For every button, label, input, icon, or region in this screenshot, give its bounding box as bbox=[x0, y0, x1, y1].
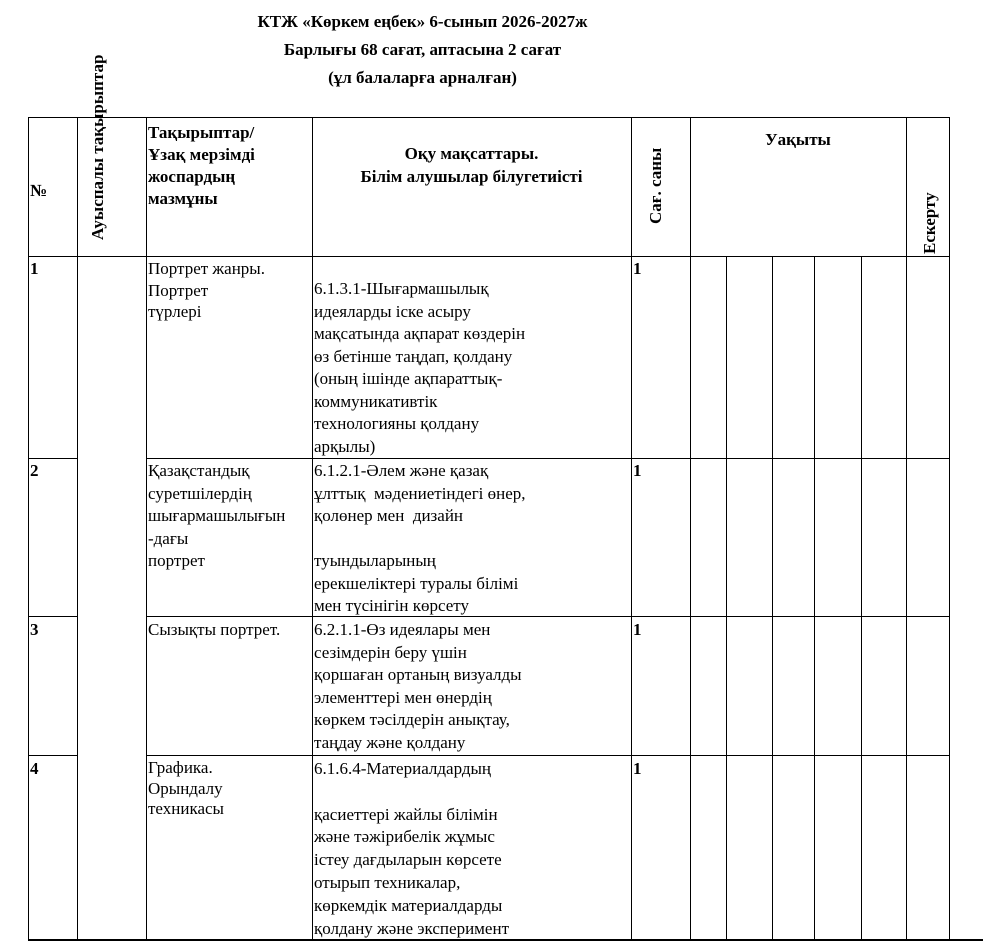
col-border bbox=[312, 117, 313, 940]
col-border bbox=[690, 117, 691, 940]
table-top-border bbox=[28, 117, 950, 118]
col-border bbox=[28, 117, 29, 940]
row-separator bbox=[146, 755, 950, 756]
row-topic: Портрет жанры. Портрет түрлері bbox=[148, 259, 265, 321]
document-subtitle-hours: Барлығы 68 сағат, аптасына 2 сағат bbox=[283, 40, 562, 59]
row-topic: Қазақстандық суретшілердің шығармашылығын -дағы портрет bbox=[148, 461, 286, 571]
column-header-objectives: Оқу мақсаттары. Білім алушылар білугетиісті bbox=[360, 144, 583, 186]
column-header-hours: Сағ. саны bbox=[646, 147, 665, 224]
time-subcol-border bbox=[814, 256, 815, 940]
column-header-section: Ауыспалы тақырыптар bbox=[88, 54, 107, 240]
row-separator bbox=[28, 755, 77, 756]
document-subtitle-audience: (ұл балаларға арналған) bbox=[328, 68, 517, 87]
col-border bbox=[631, 117, 632, 940]
row-hours: 1 bbox=[633, 759, 642, 778]
time-subcol-border bbox=[772, 256, 773, 940]
row-number: 1 bbox=[30, 259, 39, 278]
row-objective: 6.1.6.4-Материалдардың қасиеттері жайлы білімін және тәжірибелік жұмыс істеу дағдыларын көрсете отырып техникалар, көркемдік материалдарды қолдану және эксперимент bbox=[314, 759, 509, 938]
row-number: 3 bbox=[30, 620, 39, 639]
row-number: 2 bbox=[30, 461, 39, 480]
row-objective: 6.1.2.1-Әлем және қазақ ұлттық мәдениетіндегі өнер, қолөнер мен дизайн туындыларының ерекшеліктері туралы білімі мен түсінігін көрсету bbox=[314, 461, 526, 615]
col-border bbox=[906, 117, 907, 940]
document-title: КТЖ «Көркем еңбек» 6-сынып 2026-2027ж bbox=[257, 12, 588, 31]
column-header-topic: Тақырыптар/ Ұзақ мерзімді жоспардың мазмұны bbox=[148, 123, 255, 208]
row-hours: 1 bbox=[633, 620, 642, 639]
row-separator bbox=[146, 458, 950, 459]
row-separator bbox=[146, 616, 950, 617]
column-header-number: № bbox=[30, 181, 48, 200]
column-header-time: Уақыты bbox=[765, 130, 831, 149]
row-separator bbox=[28, 458, 77, 459]
time-subcol-border bbox=[726, 256, 727, 940]
col-border bbox=[146, 117, 147, 940]
row-number: 4 bbox=[30, 759, 39, 778]
row-topic: Сызықты портрет. bbox=[148, 620, 281, 639]
row-separator bbox=[28, 616, 77, 617]
row-topic: Графика. Орындалу техникасы bbox=[148, 758, 224, 818]
col-border bbox=[949, 117, 950, 940]
row-hours: 1 bbox=[633, 259, 642, 278]
column-header-note: Ескерту bbox=[920, 192, 939, 254]
col-border bbox=[77, 117, 78, 940]
time-subcol-border bbox=[861, 256, 862, 940]
row-objective: 6.1.3.1-Шығармашылық идеяларды іске асыру мақсатында ақпарат көздерін өз бетінше таңдап, қолдану (оның ішінде ақпараттық- коммуникативтік технологияны қолдану арқылы) bbox=[314, 279, 526, 456]
row-hours: 1 bbox=[633, 461, 642, 480]
row-objective: 6.2.1.1-Өз идеялары мен сезімдерін беру үшін қоршаған ортаның визуалды элементтері мен өнердің көркем тәсілдерін анықтау, таңдау және қолдану bbox=[314, 620, 522, 752]
header-bottom-border bbox=[28, 256, 950, 257]
